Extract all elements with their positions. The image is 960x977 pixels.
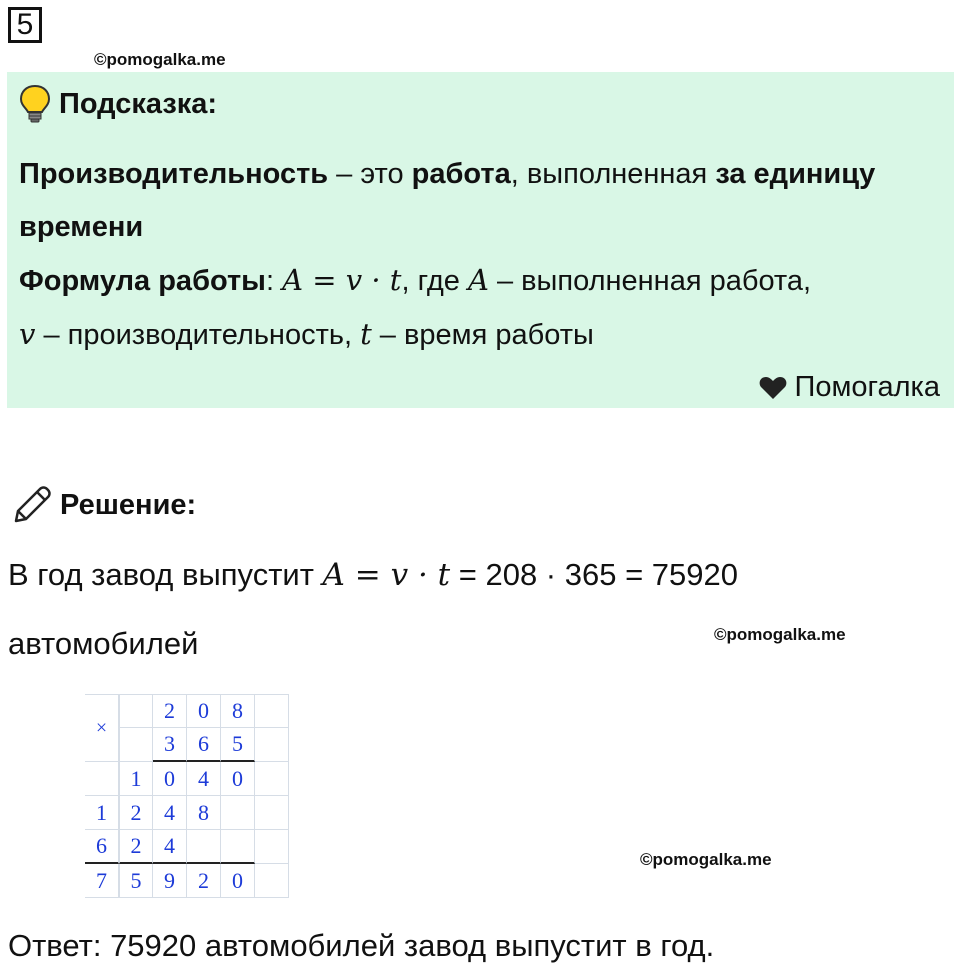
grid-cell: 2 [119, 830, 153, 864]
heart-icon [759, 376, 787, 400]
definition-term: Производительность [19, 158, 329, 190]
grid-cell: 5 [119, 864, 153, 898]
grid-cell: 4 [153, 830, 187, 864]
formula-colon: : [265, 265, 283, 297]
formula-t-desc: – время работы [371, 319, 594, 351]
grid-cell [255, 728, 289, 762]
grid-cell: 0 [187, 694, 221, 728]
grid-cell: 1 [85, 796, 119, 830]
answer-text: Ответ: 75920 автомобилей завод выпустит в год. [8, 928, 715, 963]
times-sign: × [95, 716, 108, 739]
grid-cell-operator [85, 694, 119, 762]
grid-cell [255, 864, 289, 898]
formula-where: , где [401, 265, 468, 297]
watermark: ©pomogalka.me [640, 850, 772, 869]
lightbulb-icon [19, 84, 51, 124]
pencil-icon [10, 483, 54, 527]
formula-a-symbol: A [467, 263, 489, 297]
grid-cell: 8 [187, 796, 221, 830]
grid-cell: 9 [153, 864, 187, 898]
grid-cell [255, 762, 289, 796]
formula-expression: A = v · t [282, 263, 402, 297]
grid-cell [119, 694, 153, 728]
grid-cell [255, 796, 289, 830]
definition-rest: , выполненная [510, 158, 716, 190]
grid-cell: 6 [187, 728, 221, 762]
signature [759, 371, 940, 404]
grid-cell: 5 [221, 728, 255, 762]
definition-dash: – это [328, 158, 412, 190]
grid-cell [255, 830, 289, 864]
grid-cell [255, 694, 289, 728]
definition-unit: за единицу времени [19, 158, 876, 243]
multiplication-grid [85, 694, 289, 898]
grid-cell: 7 [85, 864, 119, 898]
hint-title-text: Подсказка: [59, 87, 218, 120]
solution-prefix: В год завод выпустит [8, 557, 323, 592]
formula-a-desc: – выполненная работа, [488, 265, 812, 297]
solution-line-2: автомобилей [8, 626, 199, 661]
grid-cell: 0 [153, 762, 187, 796]
grid-cell: 6 [85, 830, 119, 864]
solution-line [8, 557, 738, 593]
definition-work: работа [411, 158, 511, 190]
grid-cell: 4 [187, 762, 221, 796]
grid-cell [221, 796, 255, 830]
formula-v-symbol: v [19, 317, 36, 351]
grid-cell: 1 [119, 762, 153, 796]
watermark: ©pomogalka.me [94, 50, 226, 69]
grid-cell: 0 [221, 762, 255, 796]
hint-body [19, 148, 944, 362]
solution-title-text: Решение: [60, 488, 197, 521]
formula-t-symbol: t [360, 317, 372, 351]
hint-title [19, 84, 217, 124]
grid-cell [221, 830, 255, 864]
grid-cell: 2 [187, 864, 221, 898]
solution-calc: = 208 · 365 = 75920 [450, 557, 738, 592]
watermark: ©pomogalka.me [714, 625, 846, 644]
grid-cell: 0 [221, 864, 255, 898]
hint-box [7, 72, 954, 408]
formula-v-desc: – производительность, [35, 319, 361, 351]
grid-cell: 2 [119, 796, 153, 830]
solution-formula: A = v · t [322, 557, 451, 593]
grid-cell: 4 [153, 796, 187, 830]
signature-text: Помогалка [794, 371, 940, 403]
grid-cell [119, 728, 153, 762]
grid-cell: 2 [153, 694, 187, 728]
formula-label: Формула работы [19, 265, 266, 297]
task-number: 5 [8, 7, 42, 43]
solution-title [10, 483, 196, 527]
grid-cell: 3 [153, 728, 187, 762]
grid-cell [187, 830, 221, 864]
grid-cell [85, 762, 119, 796]
grid-cell: 8 [221, 694, 255, 728]
